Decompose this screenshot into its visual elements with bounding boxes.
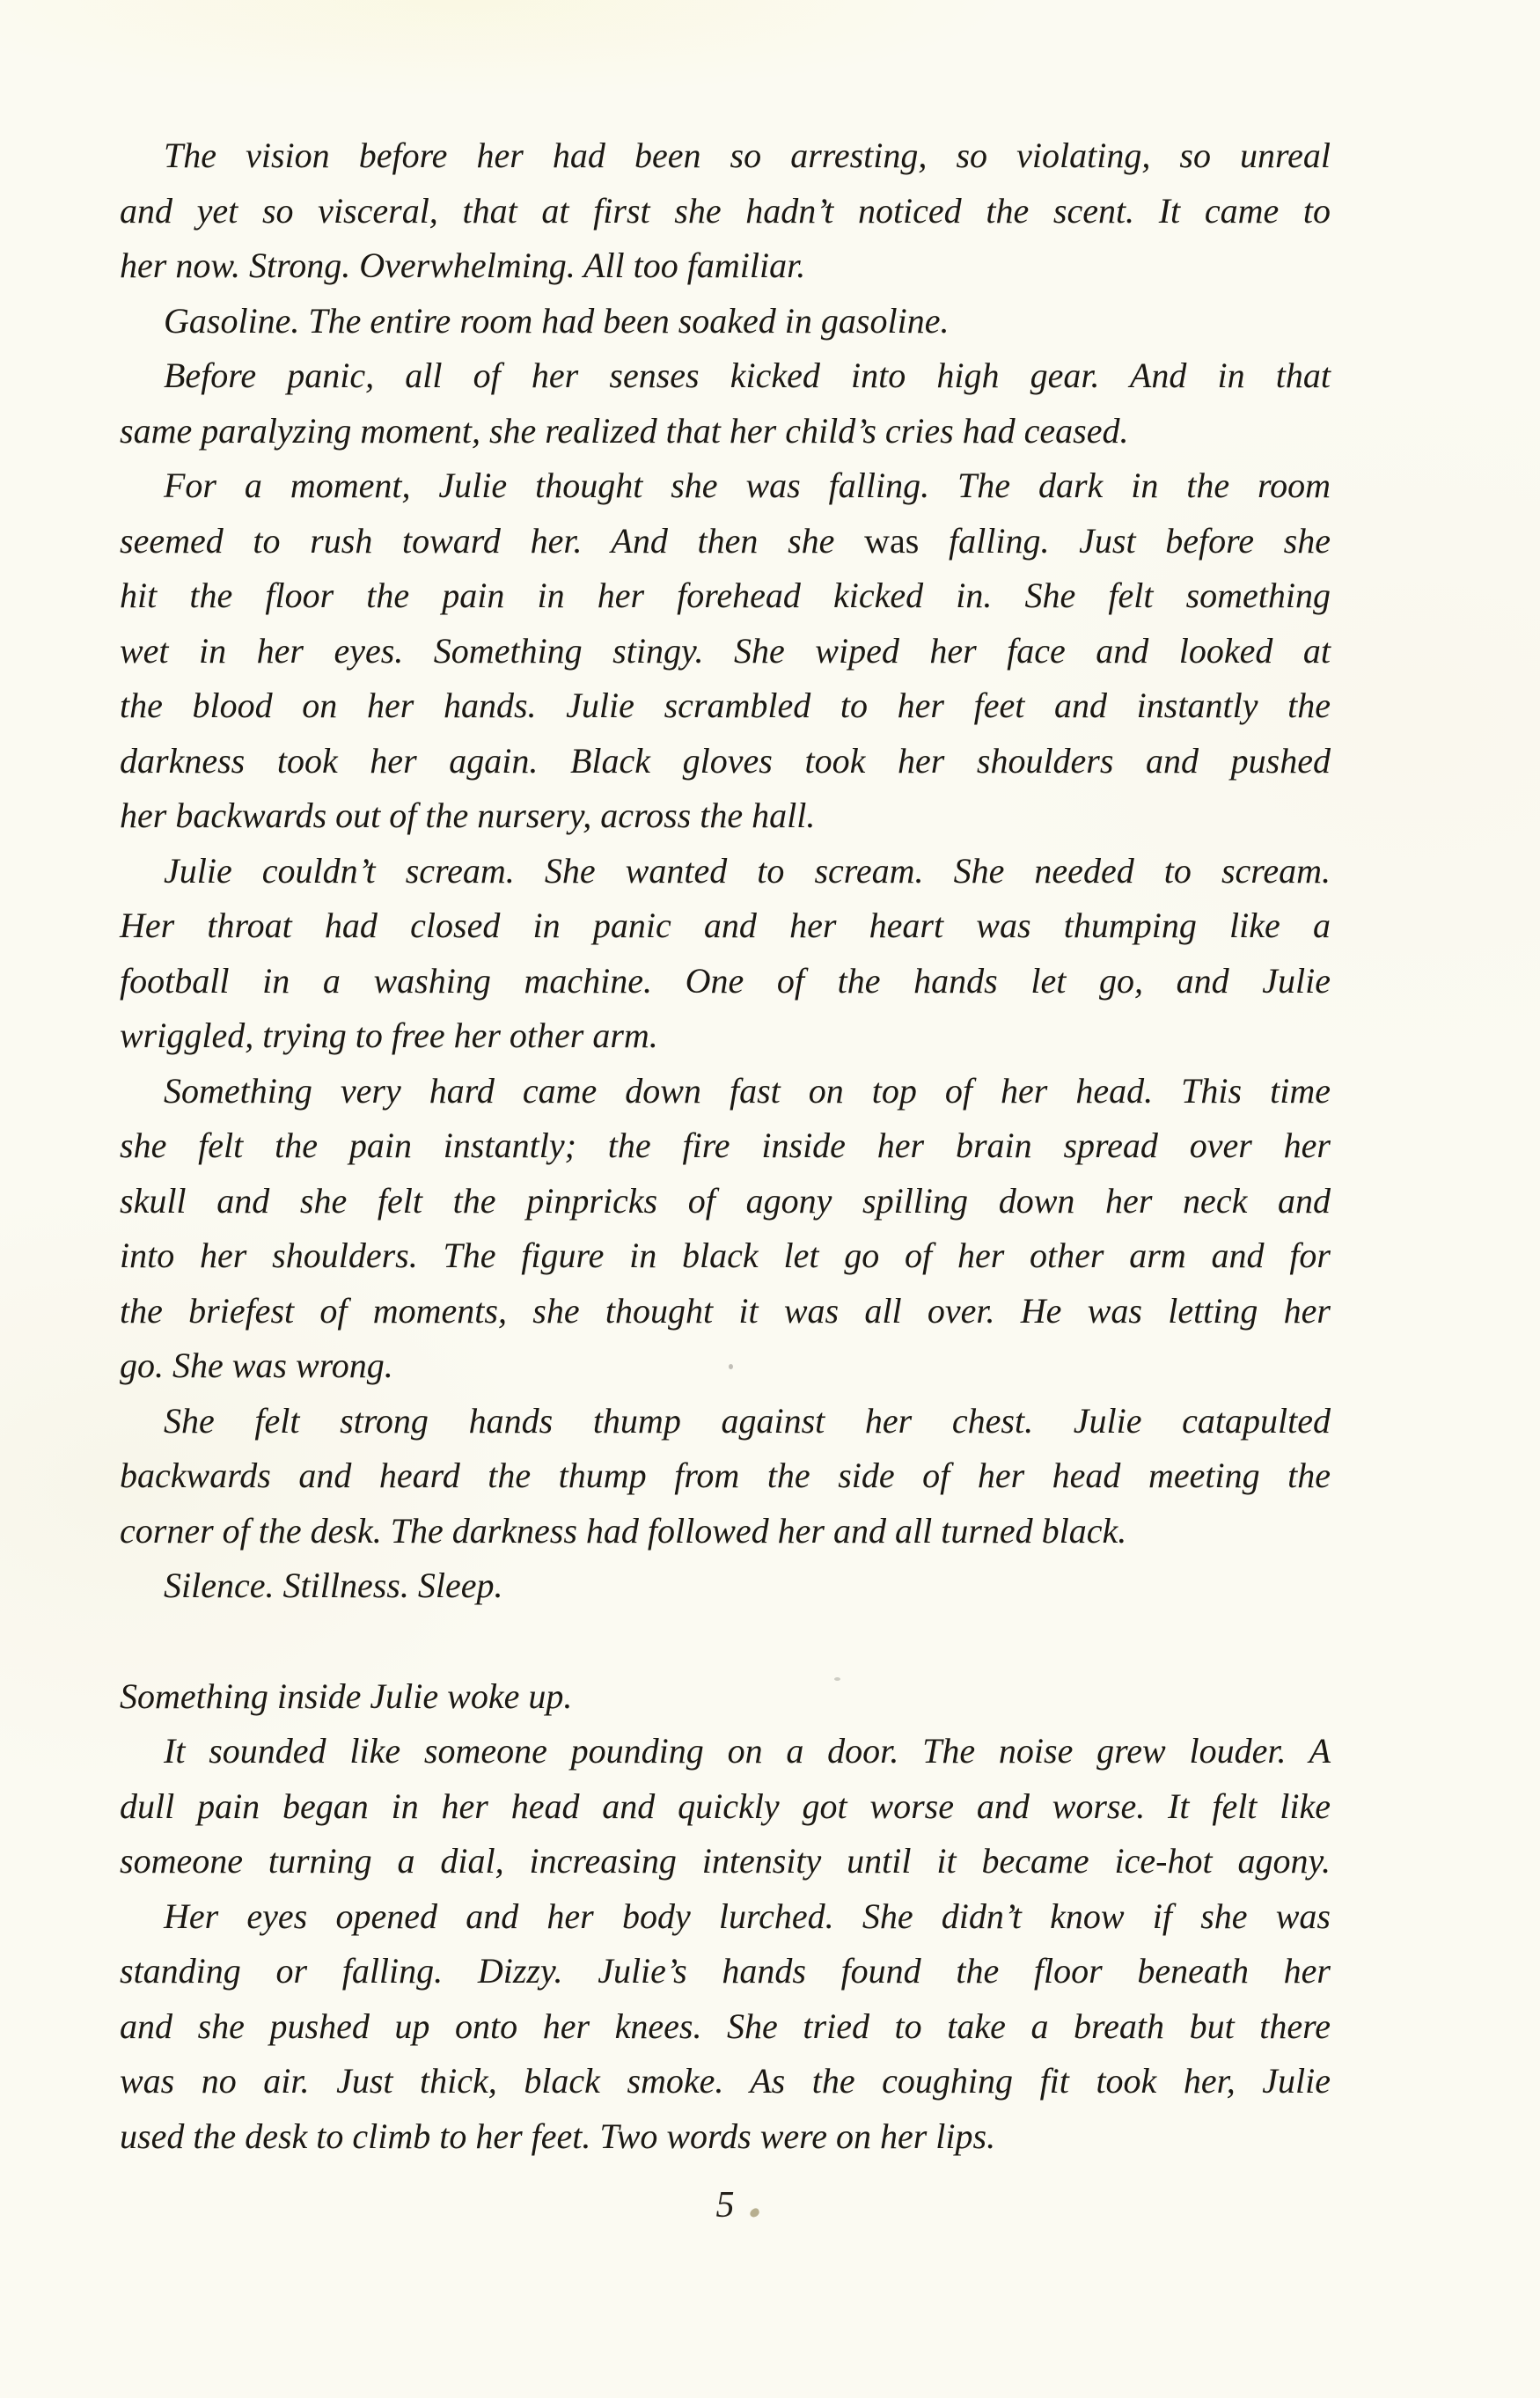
dust-speck bbox=[834, 1677, 840, 1681]
text-line: The vision before her had been so arresting, so violating, so unreal bbox=[164, 136, 1331, 175]
text-line: Gasoline. The entire room had been soaked in gasoline. bbox=[164, 300, 950, 341]
text-line: was no air. Just thick, black smoke. As the coughing fit took her, Julie bbox=[120, 2061, 1331, 2101]
page-number: 5 bbox=[715, 2185, 735, 2226]
text-line: It sounded like someone pounding on a door. The noise grew louder. A bbox=[164, 1731, 1331, 1771]
text-line: seemed to rush toward her. And then she was falling. Just before she bbox=[120, 520, 1331, 561]
paragraph bbox=[120, 1669, 1331, 1725]
text-line: wriggled, trying to free her other arm. bbox=[120, 1016, 658, 1055]
text-line: Silence. Stillness. Sleep. bbox=[164, 1566, 503, 1605]
text-line: someone turning a dial, increasing intensity until it became ice-hot agony. bbox=[120, 1841, 1331, 1881]
paragraph bbox=[120, 128, 1331, 294]
text-line: her now. Strong. Overwhelming. All too familiar. bbox=[120, 246, 806, 285]
dust-speck bbox=[729, 1364, 733, 1369]
text-line: corner of the desk. The darkness had followed her and all turned black. bbox=[120, 1510, 1127, 1551]
paragraph bbox=[120, 1064, 1331, 1394]
text-line: Julie couldn’t scream. She wanted to scream. She needed to scream. bbox=[164, 850, 1331, 891]
text-line: hit the floor the pain in her forehead kicked in. She felt something bbox=[120, 576, 1331, 615]
paragraph bbox=[120, 458, 1331, 844]
text-line: and yet so visceral, that at first she hadn’t noticed the scent. It came to bbox=[120, 190, 1331, 231]
text-line: Something inside Julie woke up. bbox=[120, 1676, 573, 1716]
text-line: wet in her eyes. Something stingy. She wiped her face and looked at bbox=[120, 630, 1331, 671]
text-line: Before panic, all of her senses kicked into high gear. And in that bbox=[164, 356, 1331, 395]
text-line: Her throat had closed in panic and her heart was thumping like a bbox=[120, 906, 1331, 945]
text-line: the briefest of moments, she thought it was all over. He was letting her bbox=[120, 1290, 1331, 1331]
text-line: She felt strong hands thump against her chest. Julie catapulted bbox=[164, 1400, 1331, 1441]
paragraph bbox=[120, 1558, 1331, 1614]
paragraph bbox=[120, 844, 1331, 1064]
text-line: she felt the pain instantly; the fire inside her brain spread over her bbox=[120, 1126, 1331, 1165]
text-line: the blood on her hands. Julie scrambled to her feet and instantly the bbox=[120, 686, 1331, 725]
text-line: same paralyzing moment, she realized that her child’s cries had ceased. bbox=[120, 410, 1129, 451]
paragraph bbox=[120, 294, 1331, 349]
text-line: into her shoulders. The figure in black let go of her other arm and for bbox=[120, 1236, 1331, 1275]
text-line: For a moment, Julie thought she was falling. The dark in the room bbox=[164, 466, 1331, 505]
paragraph bbox=[120, 1724, 1331, 1889]
text-line: and she pushed up onto her knees. She tried to take a breath but there bbox=[120, 2006, 1331, 2046]
text-line: standing or falling. Dizzy. Julie’s hands found the floor beneath her bbox=[120, 1951, 1331, 1991]
text-line: Her eyes opened and her body lurched. She didn’t know if she was bbox=[164, 1896, 1331, 1936]
text-line: used the desk to climb to her feet. Two words were on her lips. bbox=[120, 2116, 996, 2156]
paragraph bbox=[120, 1394, 1331, 1559]
text-line: skull and she felt the pinpricks of agony spilling down her neck and bbox=[120, 1180, 1331, 1221]
text-line: her backwards out of the nursery, across the hall. bbox=[120, 796, 816, 835]
text-line: dull pain began in her head and quickly got worse and worse. It felt like bbox=[120, 1786, 1331, 1826]
text-block bbox=[120, 128, 1331, 2164]
text-line: backwards and heard the thump from the side of her head meeting the bbox=[120, 1456, 1331, 1495]
paragraph bbox=[120, 1889, 1331, 2165]
text-line: Something very hard came down fast on top of her head. This time bbox=[164, 1070, 1331, 1111]
text-line: football in a washing machine. One of the hands let go, and Julie bbox=[120, 960, 1331, 1001]
paragraph bbox=[120, 348, 1331, 458]
text-line: go. She was wrong. bbox=[120, 1346, 393, 1385]
roman-emphasis: was bbox=[864, 520, 920, 561]
text-line: darkness took her again. Black gloves took her shoulders and pushed bbox=[120, 740, 1331, 781]
